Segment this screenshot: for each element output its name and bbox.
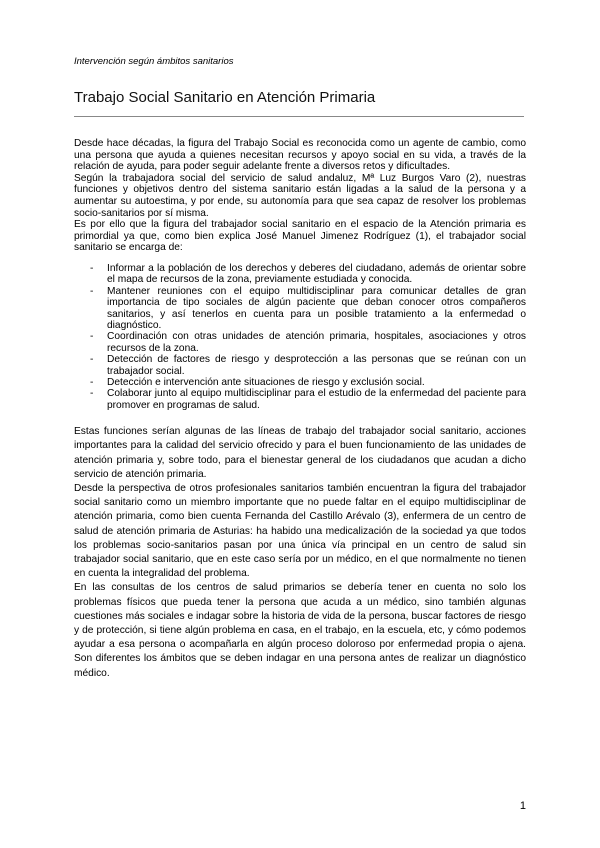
list-item: - Coordinación con otras unidades de atención primaria, hospitales, asociaciones y otros recursos de la zona. [74,331,526,354]
paragraph: Desde hace décadas, la figura del Trabajo Social es reconocida como un agente de cambio, como una persona que ayuda a quienes necesitan recursos y apoyo social en su vida, a través de la relación de ayuda, para poder seguir adelante frente a diversos retos y dificultades. [74,138,526,173]
list-item: - Colaborar junto al equipo multidisciplinar para el estudio de la enfermedad del paciente para promover en programas de salud. [74,388,526,411]
intro-section [74,138,526,254]
paragraph: Estas funciones serían algunas de las líneas de trabajo del trabajador social sanitario, acciones importantes para la calidad del servicio ofrecido y para el buen funcionamiento de las unidades de atención primaria y, sobre todo, para el bienestar general de los ciudadanos que acudan a dicho servicio de atención primaria. [74,426,526,480]
paragraph: Es por ello que la figura del trabajador social sanitario en el espacio de la Atención primaria es primordial ya que, como bien explica José Manuel Jimenez Rodríguez (1), el trabajador social sanitario se encarga de: [74,219,526,254]
document-title: Trabajo Social Sanitario en Atención Primaria [74,89,376,106]
list-item: - Detección e intervención ante situaciones de riesgo y exclusión social. [74,377,526,388]
paragraph: En las consultas de los centros de salud primarios se debería tener en cuenta no solo los problemas físicos que pueda tener la persona que acuda a un médico, sino también algunas cuestiones más sociales e indagar sobre la historia de vida de la persona, buscar factores de riesgo y de protección, si tiene algún problema en casa, en el trabajo, en la escuela, etc, y cómo podemos ayudar a esa persona o acompañarla en algún proceso doloroso por enfermedad propia o ajena. Son diferentes los ámbitos que se deben indagar en una persona antes de realizar un diagnóstico médico. [74,582,526,679]
task-list [74,263,526,411]
closing-section [74,425,526,681]
running-header: Intervención según ámbitos sanitarios [74,56,234,67]
paragraph: Según la trabajadora social del servicio de salud andaluz, Mª Luz Burgos Varo (2), nuestras funciones y objetivos dentro del sistema sanitario están ligadas a la salud de la persona y a aumentar su autoestima, y por ende, su autonomía para que sea capaz de resolver los problemas socio-sanitarios por sí misma. [74,172,526,219]
document-body [74,138,526,681]
list-item: - Detección de factores de riesgo y desprotección a las personas que se reúnan con un trabajador social. [74,354,526,377]
list-item: - Informar a la población de los derechos y deberes del ciudadano, además de orientar sobre el mapa de recursos de la zona, previamente estudiada y conocida. [74,263,526,286]
list-item: - Mantener reuniones con el equipo multidisciplinar para comunicar detalles de gran importancia de tipo sociales de algún paciente que deban conocer otros compañeros sanitarios, y así tenerlos en cuenta para un posible tratamiento a la enfermedad o diagnóstico. [74,286,526,332]
title-divider [74,116,524,117]
page-number: 1 [519,800,526,812]
paragraph: Desde la perspectiva de otros profesionales sanitarios también encuentran la figura del trabajador social sanitario como un miembro importante que no puede faltar en el equipo multidisciplinar de atención primaria, como bien cuenta Fernanda del Castillo Arévalo (3), enfermera de un centro de salud de atención primaria de Asturias: ha habido una medicalización de la sociedad ya que todos los problemas socio-sanitarios pasan por una única vía principal en un centro de salud sin trabajador social sanitario, que en este caso sería por un médico, en el que normalmente no tienen en cuenta la integralidad del problema. [74,483,526,580]
